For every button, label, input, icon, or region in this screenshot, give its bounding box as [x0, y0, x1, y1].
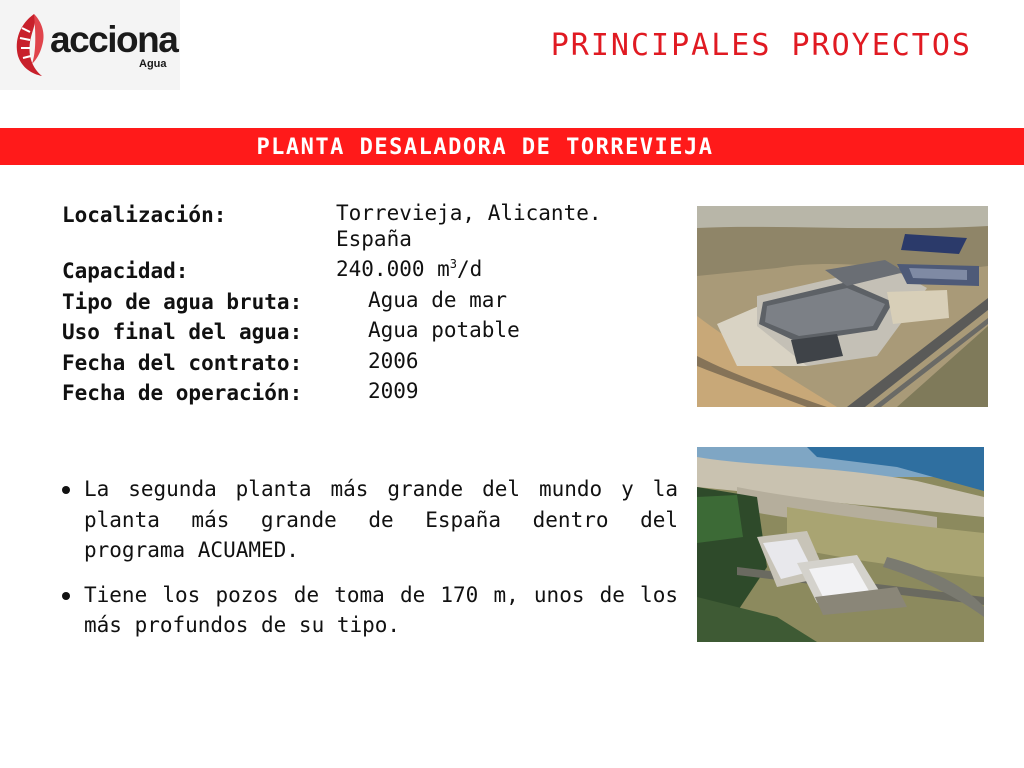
- fact-value: [336, 200, 602, 252]
- page-title: PRINCIPALES PROYECTOS: [550, 28, 972, 63]
- fact-value: Agua de mar: [368, 287, 508, 312]
- fact-capacity: [62, 256, 682, 287]
- fact-label: Tipo de agua bruta:: [62, 289, 303, 314]
- fact-label: Capacidad:: [62, 259, 189, 283]
- fact-value: 2006: [368, 348, 419, 373]
- fact-label: Localización:: [62, 203, 227, 227]
- fact-location: [62, 200, 682, 256]
- fact-label: Uso final del agua:: [62, 320, 303, 344]
- logo-subtitle: Agua: [139, 58, 167, 70]
- plant-aerial-photo-2: [697, 447, 984, 642]
- location-line-1: Torrevieja, Alicante.: [336, 201, 602, 225]
- list-item: Tiene los pozos de toma de 170 m, unos de los más profundos de su tipo.: [62, 580, 678, 641]
- fact-end-use: [62, 317, 682, 348]
- fact-label: Fecha del contrato:: [62, 350, 303, 375]
- leaf-tree-icon: [12, 10, 52, 78]
- section-banner: [0, 128, 1024, 165]
- location-line-2: España: [336, 227, 412, 251]
- banner-title: PLANTA DESALADORA DE TORREVIEJA: [256, 135, 714, 160]
- fact-value: Agua potable: [368, 318, 520, 342]
- list-item: La segunda planta más grande del mundo y la planta más grande de España dentro del programa ACUAMED.: [62, 474, 678, 566]
- fact-contract-date: [62, 348, 682, 379]
- plant-aerial-photo-1: [697, 206, 988, 407]
- capacity-value: 240.000 m: [336, 257, 450, 281]
- fact-value: [336, 256, 482, 282]
- fact-label: Fecha de operación:: [62, 381, 303, 405]
- project-facts: [62, 200, 682, 409]
- logo-wordmark: acciona: [50, 19, 178, 60]
- fact-operation-date: [62, 378, 682, 409]
- company-logo: [0, 0, 180, 90]
- capacity-unit-exponent: 3: [449, 257, 458, 271]
- fact-water-type: [62, 287, 682, 318]
- highlights-list: [62, 474, 678, 655]
- fact-value: 2009: [368, 379, 419, 403]
- capacity-unit-tail: /d: [457, 257, 483, 281]
